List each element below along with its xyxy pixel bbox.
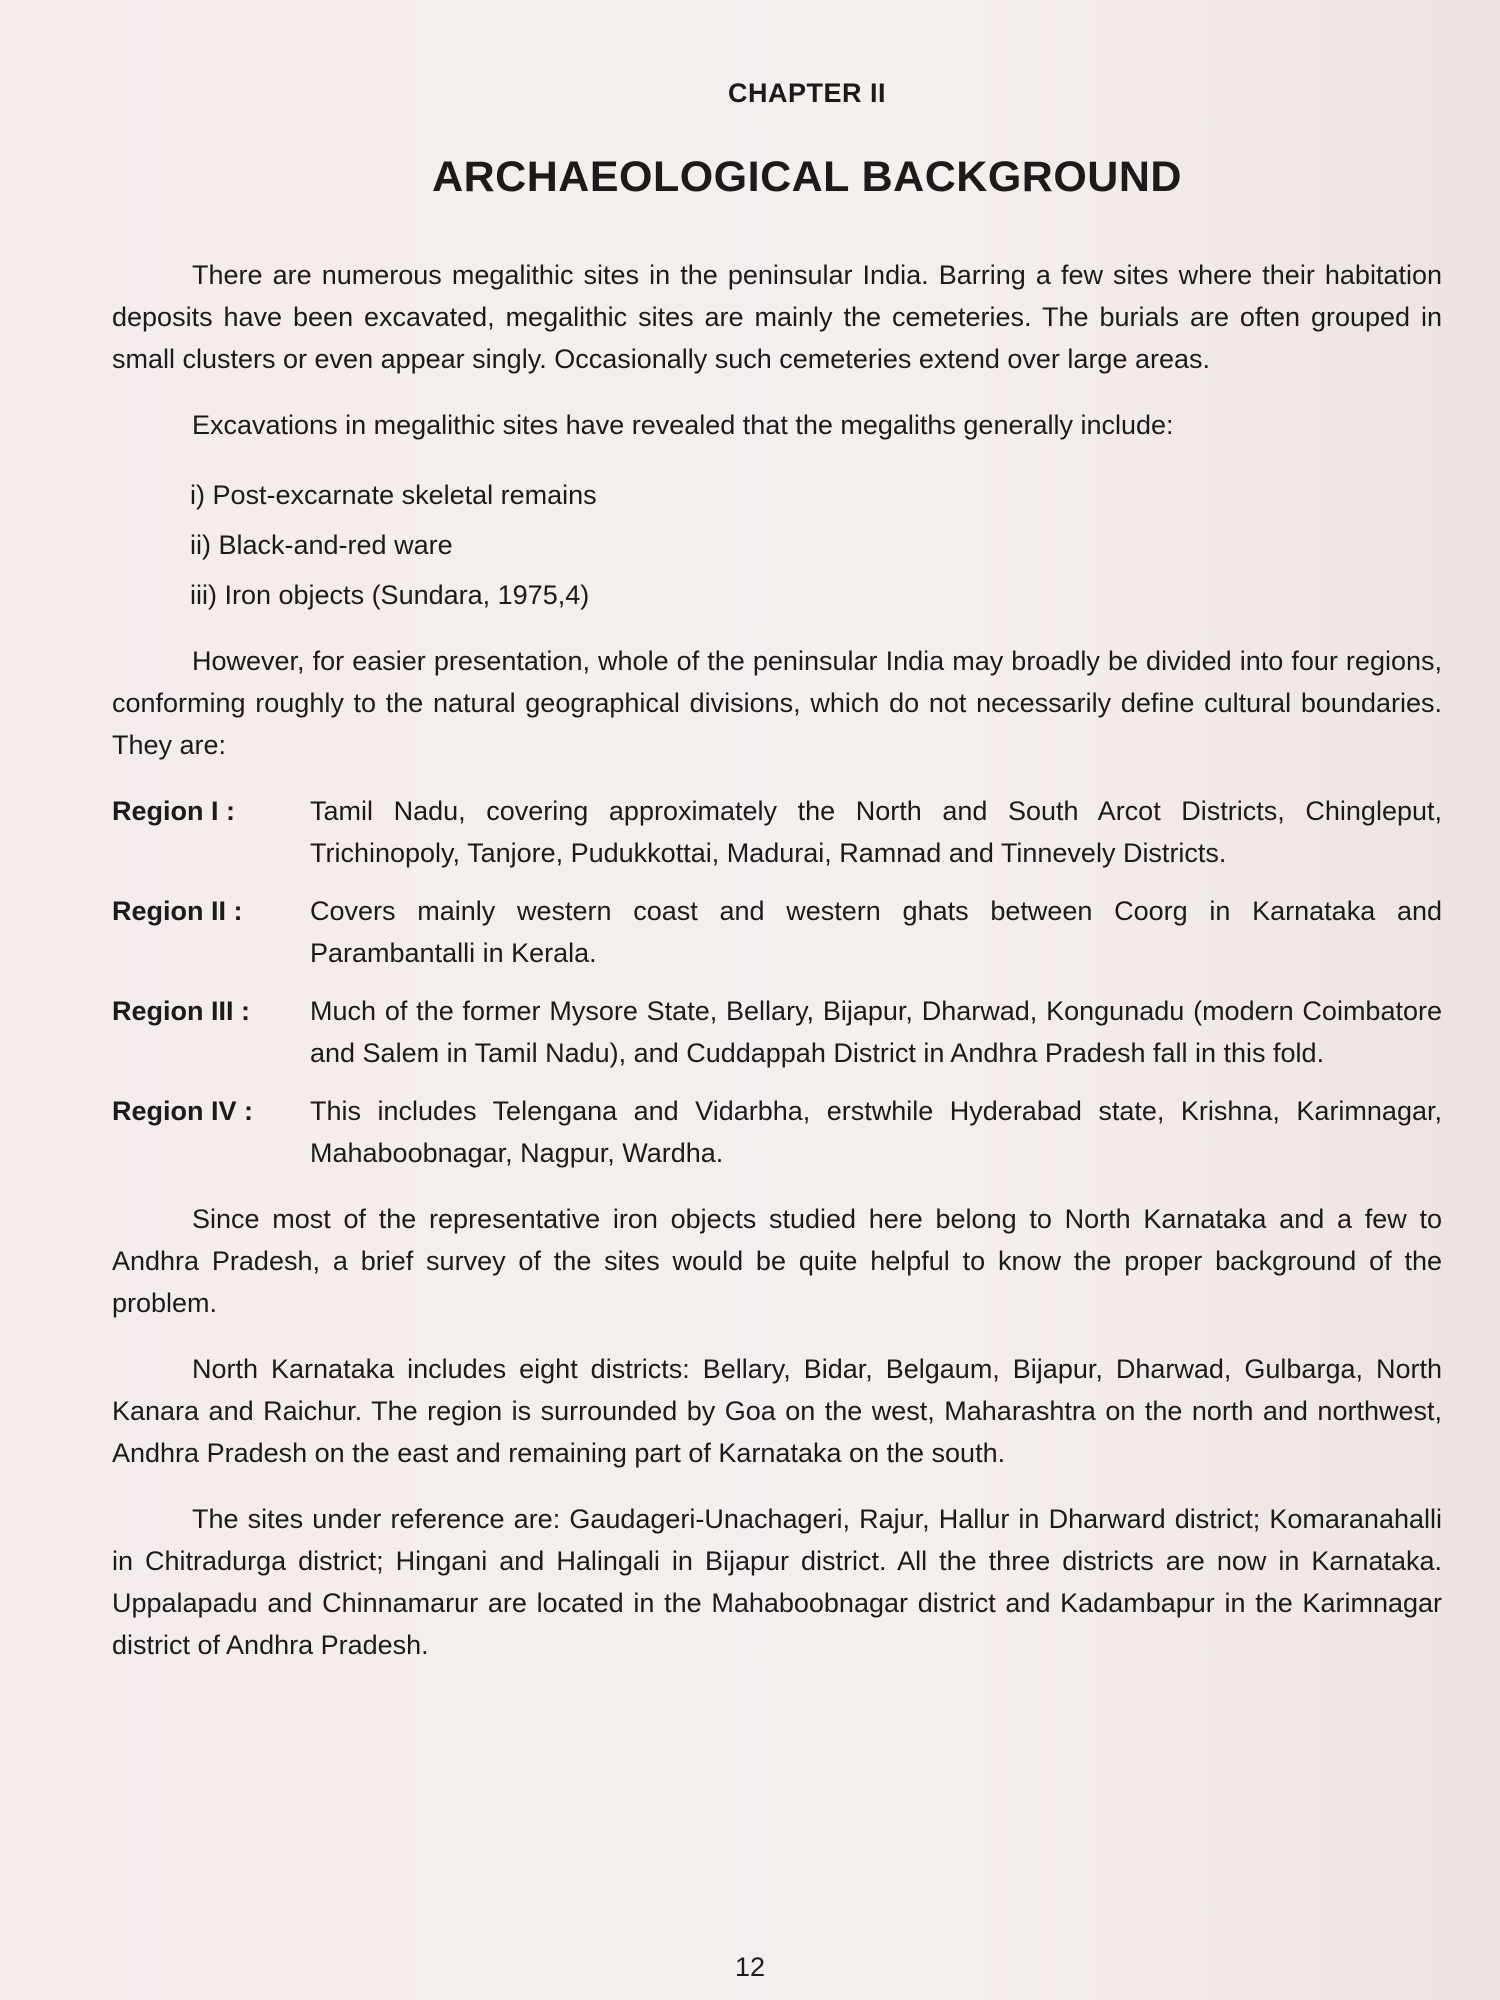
- chapter-title: ARCHAEOLOGICAL BACKGROUND: [432, 153, 1182, 201]
- paragraph-regions-intro: However, for easier presentation, whole of the peninsular India may broadly be divided into four regions, conforming roughly to the natural geographical divisions, which do not necessarily define cultural boundaries. They are:: [112, 646, 1442, 760]
- region-label: Region III :: [112, 996, 250, 1026]
- paragraph-survey: Since most of the representative iron objects studied here belong to North Karnataka and a few to Andhra Pradesh, a brief survey of the sites would be quite helpful to know the proper background of the problem.: [112, 1204, 1442, 1318]
- region-entry-2: [112, 890, 1442, 974]
- region-text: Covers mainly western coast and western ghats between Coorg in Karnataka and Parambantalli in Kerala.: [310, 896, 1442, 968]
- list-item: ii) Black-and-red ware: [190, 530, 453, 560]
- region-text: Much of the former Mysore State, Bellary, Bijapur, Dharwad, Kongunadu (modern Coimbatore and Salem in Tamil Nadu), and Cuddappah District in Andhra Pradesh fall in this fold.: [310, 996, 1442, 1068]
- region-entry-4: [112, 1090, 1442, 1174]
- page-content: [112, 70, 1442, 1690]
- includes-list: [190, 470, 1442, 620]
- list-item: iii) Iron objects (Sundara, 1975,4): [190, 580, 590, 610]
- paragraph-excavations: Excavations in megalithic sites have revealed that the megaliths generally include:: [192, 410, 1174, 440]
- region-label: Region I :: [112, 796, 235, 826]
- region-entry-3: [112, 990, 1442, 1074]
- paragraph-intro: There are numerous megalithic sites in the peninsular India. Barring a few sites where their habitation deposits have been excavated, megalithic sites are mainly the cemeteries. The burials are often grouped in small clusters or even appear singly. Occasionally such cemeteries extend over large areas.: [112, 260, 1442, 374]
- page-number: 12: [734, 1952, 766, 1982]
- region-label: Region IV :: [112, 1096, 253, 1126]
- paragraph-north-karnataka: North Karnataka includes eight districts: Bellary, Bidar, Belgaum, Bijapur, Dharwad, Gulbarga, North Kanara and Raichur. The region is surrounded by Goa on the west, Maharashtra on the north and northwest, Andhra Pradesh on the east and remaining part of Karnataka on the south.: [112, 1354, 1442, 1468]
- chapter-label: CHAPTER II: [727, 78, 886, 108]
- regions-list: [112, 790, 1442, 1174]
- region-entry-1: [112, 790, 1442, 874]
- region-text: Tamil Nadu, covering approximately the North and South Arcot Districts, Chingleput, Trichinopoly, Tanjore, Pudukkottai, Madurai, Ramnad and Tinnevely Districts.: [310, 796, 1442, 868]
- paragraph-sites: The sites under reference are: Gaudageri-Unachageri, Rajur, Hallur in Dharward district; Komaranahalli in Chitradurga district; Hingani and Halingali in Bijapur district. All the three districts are now in Karnataka. Uppalapadu and Chinnamarur are located in the Mahaboobnagar district and Kadambapur in the Karimnagar district of Andhra Pradesh.: [112, 1504, 1442, 1660]
- region-label: Region II :: [112, 896, 243, 926]
- region-text: This includes Telengana and Vidarbha, erstwhile Hyderabad state, Krishna, Karimnagar, Mahaboobnagar, Nagpur, Wardha.: [310, 1096, 1442, 1168]
- list-item: i) Post-excarnate skeletal remains: [190, 480, 597, 510]
